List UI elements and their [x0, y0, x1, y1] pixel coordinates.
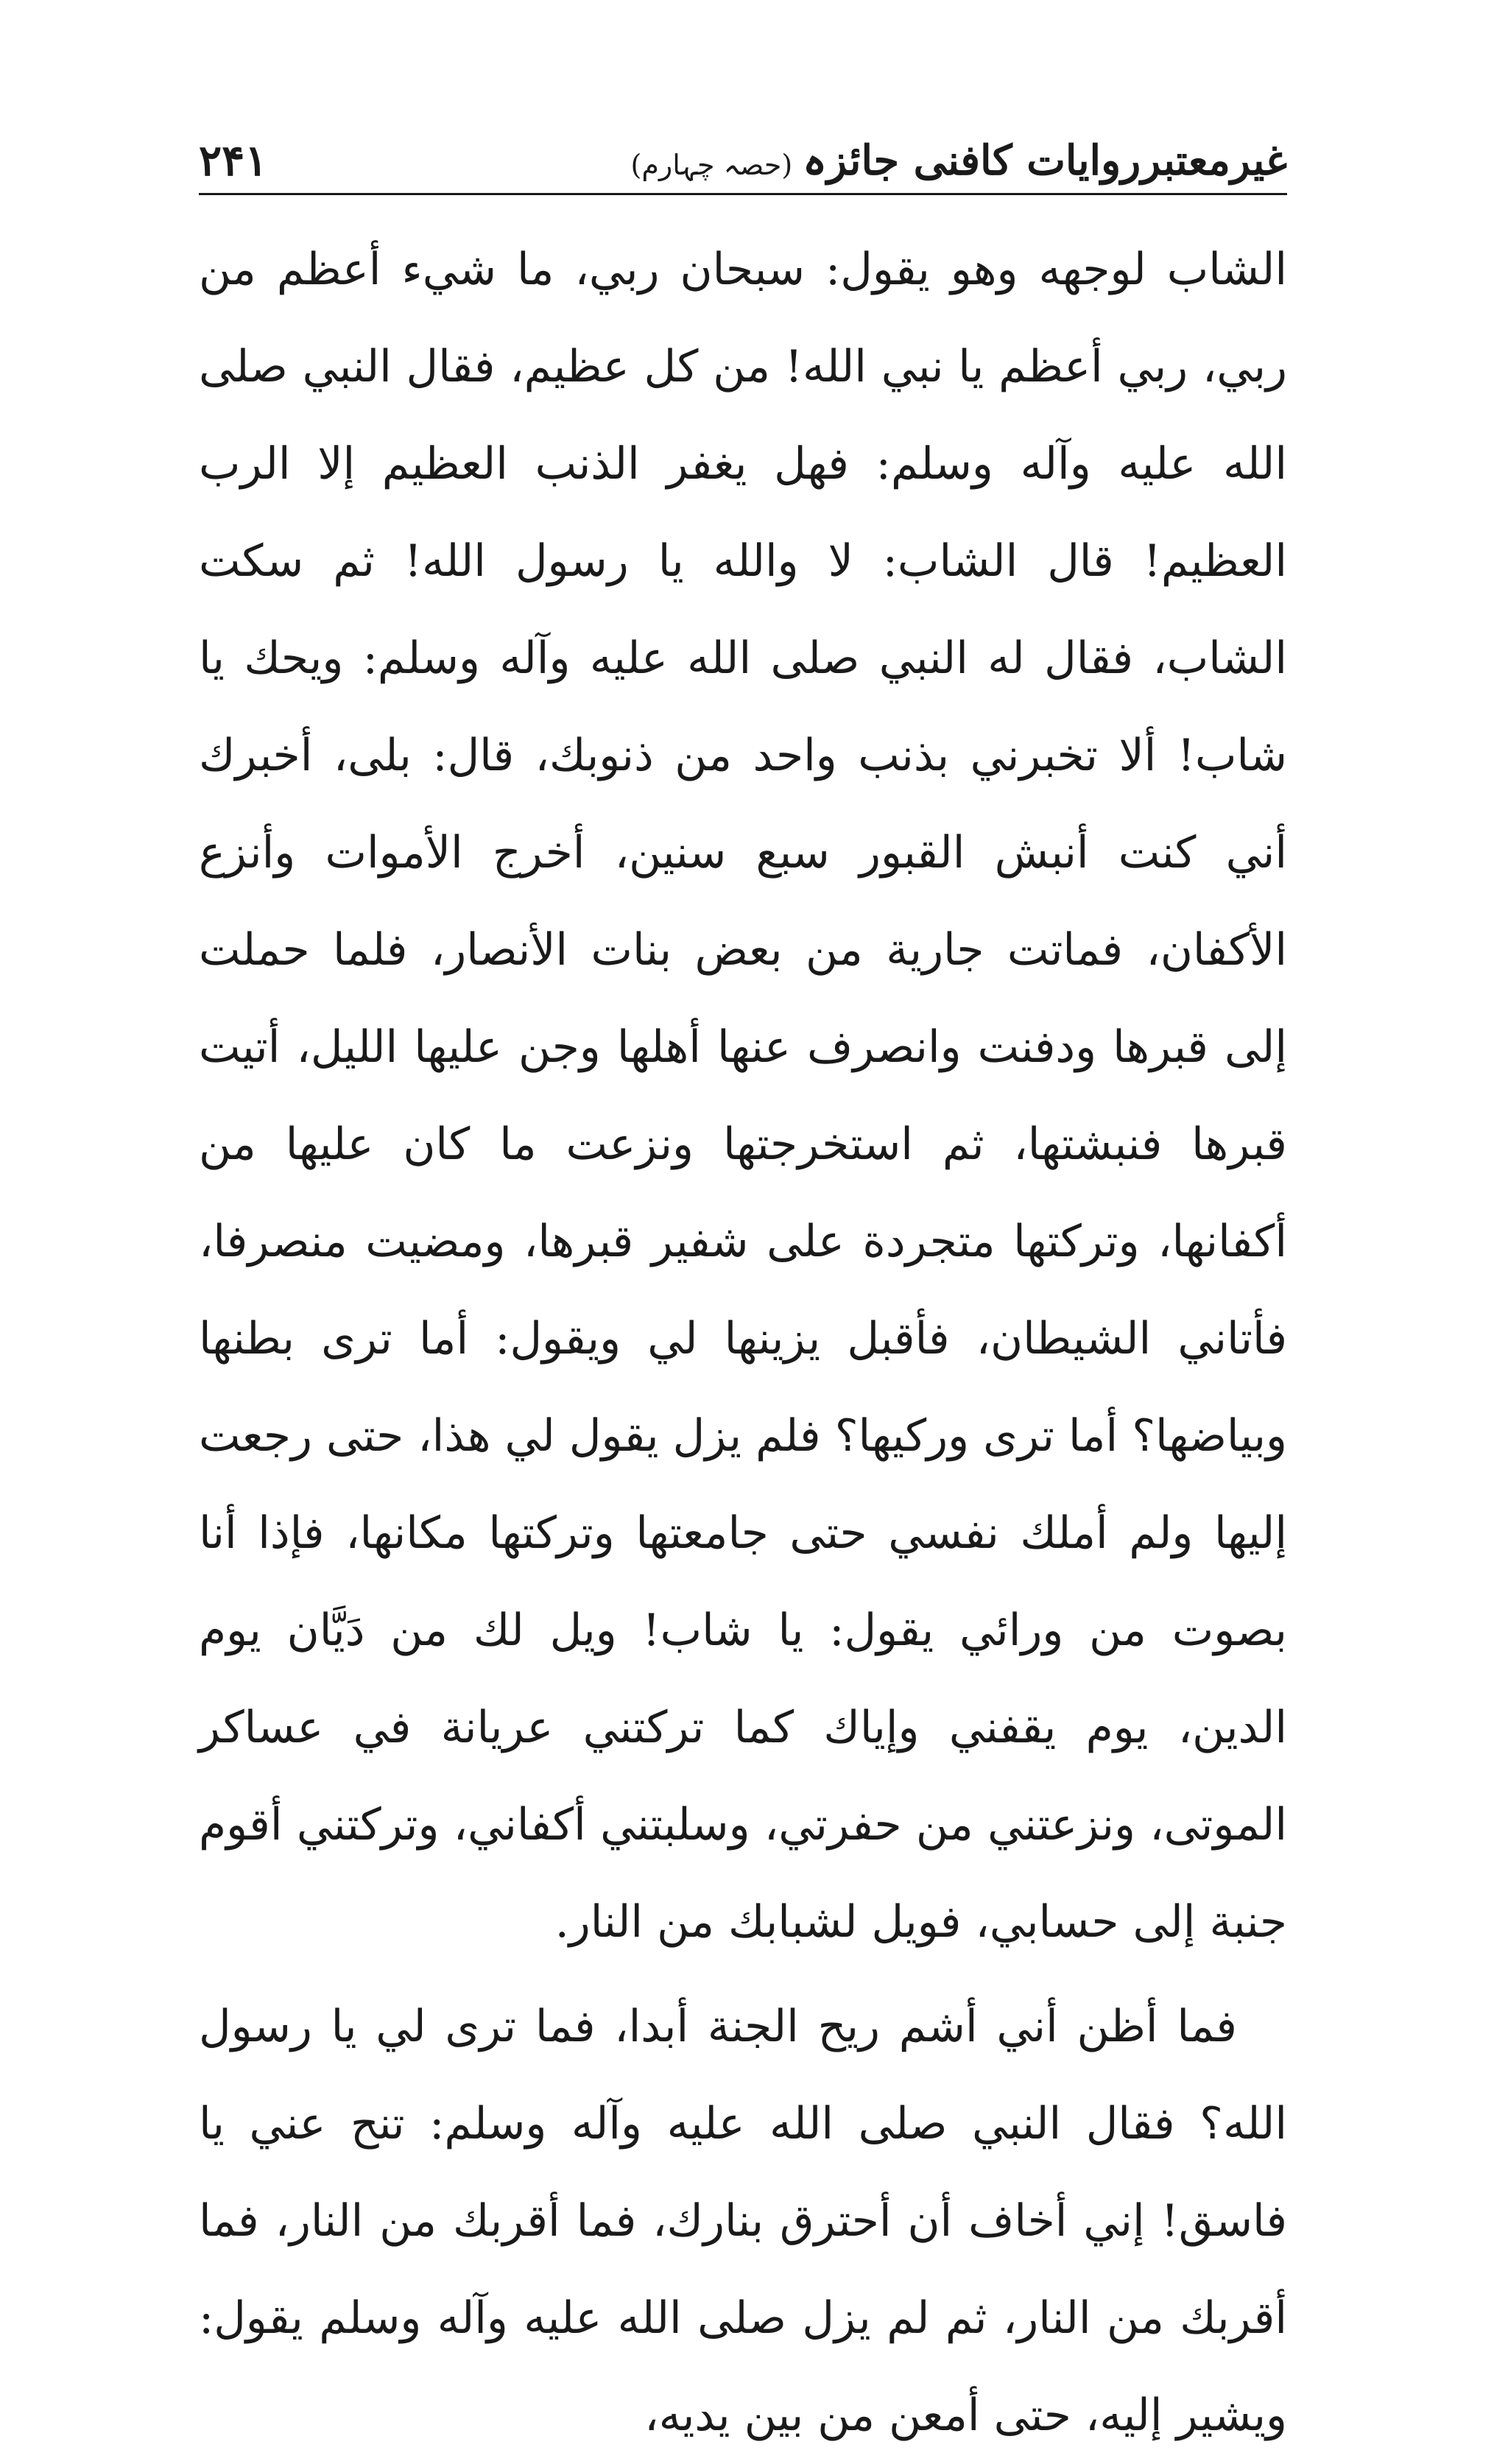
paragraph-2: فما أظن أني أشم ريح الجنة أبدا، فما ترى لي يا رسول الله؟ فقال النبي صلى الله عليه وآله وسلم: تنح عني يا فاسق! إني أخاف أن أحترق بنارك، فما أقربك من النار، فما أقربك من النار، ثم لم يزل صلى الله عليه وآله وسلم يقول: ويشير إليه، حتى أمعن من بين يديه،: [199, 2001, 1287, 2441]
running-title: [631, 124, 1288, 202]
page-number: ۲۴۱: [199, 135, 268, 186]
running-header: [199, 124, 1287, 197]
book-section: (حصہ چہارم): [630, 149, 793, 181]
header-rule: [199, 193, 1287, 195]
body-text: [199, 221, 1287, 2464]
paragraph-1: الشاب لوجهه وهو يقول: سبحان ربي، ما شيء أعظم من ربي، ربي أعظم يا نبي الله! من كل عظيم، فقال النبي صلى الله عليه وآله وسلم: فهل يغفر الذنب العظيم إلا الرب العظيم! قال الشاب: لا والله يا رسول الله! ثم سكت الشاب، فقال له النبي صلى الله عليه وآله وسلم: ويحك يا شاب! ألا تخبرني بذنب واحد من ذنوبك، قال: بلى، أخبرك أني كنت أنبش القبور سبع سنين، أخرج الأموات وأنزع الأكفان، فماتت جارية من بعض بنات الأنصار، فلما حملت إلى قبرها ودفنت وانصرف عنها أهلها وجن عليها الليل، أتيت قبرها فنبشتها، ثم استخرجتها ونزعت ما كان عليها من أكفانها، وتركتها متجردة على شفير قبرها، ومضيت منصرفا، فأتاني الشيطان، فأقبل يزينها لي ويقول: أما ترى بطنها وبياضها؟ أما ترى وركيها؟ فلم يزل يقول لي هذا، حتى رجعت إليها ولم أملك نفسي حتى جامعتها وتركتها مكانها، فإذا أنا بصوت من ورائي يقول: يا شاب! ويل لك من دَيَّان يوم الدين، يوم يقفني وإياك كما تركتني عريانة في عساكر الموتى، ونزعتني من حفرتي، وسلبتني أكفاني، وتركتني أقوم جنبة إلى حسابي، فويل لشبابك من النار.: [199, 244, 1288, 1948]
book-title: غیرمعتبرروایات کافنی جائزہ: [803, 136, 1287, 185]
